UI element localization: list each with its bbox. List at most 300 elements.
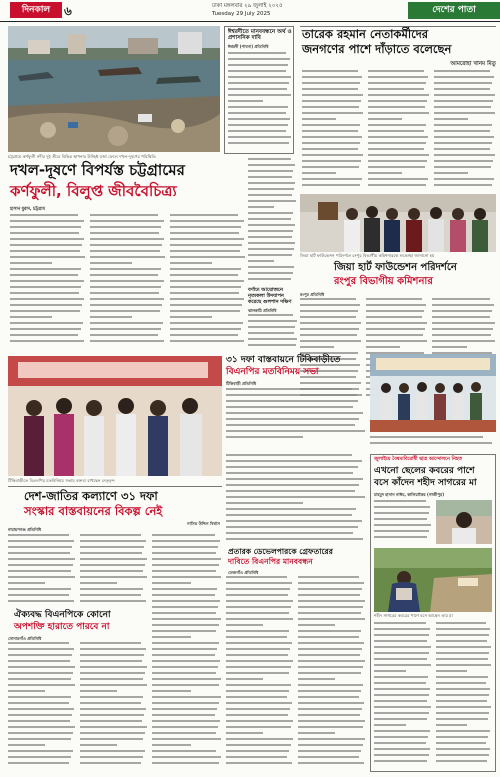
- tikibari-byline: টিকিবাড়ী প্রতিনিধি: [226, 381, 257, 386]
- body-text-line: [434, 178, 494, 180]
- body-text-line: [90, 334, 158, 336]
- body-text-line: [152, 552, 216, 554]
- body-text-line: [90, 250, 160, 252]
- body-text-line: [170, 274, 238, 276]
- body-text-line: [248, 272, 293, 274]
- body-text-line: [302, 94, 363, 96]
- body-text-line: [302, 130, 358, 132]
- tarique-body-col-1: [302, 70, 364, 192]
- body-text-line: [170, 238, 244, 240]
- body-text-line: [80, 672, 145, 674]
- body-text-line: [248, 206, 274, 208]
- body-text-line: [374, 664, 431, 666]
- protarok-headline-2: দাবিতে বিএনপির মানববন্ধন: [228, 557, 313, 566]
- body-text-line: [170, 310, 240, 312]
- body-text-line: [228, 106, 288, 108]
- body-text-line: [300, 382, 361, 384]
- sagor-grave-photo: [374, 548, 492, 612]
- body-text-line: [10, 292, 79, 294]
- body-text-line: [152, 636, 191, 638]
- body-text-line: [226, 406, 353, 408]
- body-text-line: [436, 730, 490, 732]
- deshjati-author: নাসির উদ্দিন বিশ্বাস: [187, 521, 220, 526]
- body-text-line: [152, 540, 220, 542]
- body-text-line: [248, 344, 296, 346]
- body-text-line: [170, 268, 241, 270]
- body-text-line: [80, 582, 117, 584]
- body-text-line: [8, 600, 74, 602]
- body-text-line: [298, 720, 365, 722]
- body-text-line: [152, 672, 216, 674]
- body-text-line: [298, 660, 365, 662]
- body-text-line: [10, 328, 81, 330]
- body-text-line: [152, 678, 221, 680]
- body-text-line: [434, 106, 491, 108]
- body-text-line: [90, 322, 163, 324]
- body-text-line: [80, 660, 142, 662]
- body-text-line: [298, 582, 364, 584]
- body-text-line: [298, 756, 359, 758]
- body-text-line: [228, 64, 288, 66]
- body-text-line: [302, 118, 336, 120]
- body-text-line: [366, 346, 400, 348]
- body-text-line: [248, 314, 293, 316]
- deshjati-headline-1: দেশ-জাতির কল্যাণে ৩১ দফা: [24, 489, 158, 503]
- body-text-line: [248, 158, 291, 160]
- body-text-line: [152, 762, 219, 764]
- body-text-line: [170, 232, 239, 234]
- body-text-line: [8, 756, 71, 758]
- right-event-body: [370, 436, 496, 452]
- body-text-line: [170, 328, 241, 330]
- body-text-line: [298, 618, 365, 620]
- body-text-line: [80, 708, 146, 710]
- body-text-line: [298, 702, 364, 704]
- body-text-line: [434, 100, 493, 102]
- body-text-line: [374, 530, 429, 532]
- unity-body-col-2: [80, 642, 148, 770]
- body-text-line: [432, 310, 492, 312]
- body-text-line: [300, 328, 359, 330]
- body-text-line: [226, 436, 303, 438]
- center-col-body-upper: [248, 158, 296, 286]
- river-photo: [8, 26, 220, 152]
- body-text-line: [374, 718, 427, 720]
- body-text-line: [436, 658, 488, 660]
- body-text-line: [434, 160, 493, 162]
- body-text-line: [436, 634, 489, 636]
- body-text-line: [90, 316, 132, 318]
- body-text-line: [302, 160, 361, 162]
- body-text-line: [228, 118, 290, 120]
- karnaphuli-headline-1: দখল-দূষণে বিপর্যস্ত চট্টগ্রামের: [10, 161, 185, 179]
- body-text-line: [374, 518, 427, 520]
- karnaphuli-headline-2: কর্ণফুলী, বিলুপ্ত জীববৈচিত্র্য: [10, 182, 177, 200]
- body-text-line: [300, 346, 334, 348]
- body-text-line: [226, 582, 292, 584]
- body-text-line: [374, 652, 429, 654]
- body-text-line: [152, 618, 221, 620]
- body-text-line: [8, 732, 73, 734]
- body-text-line: [170, 226, 241, 228]
- body-text-line: [226, 520, 362, 522]
- body-text-line: [8, 570, 71, 572]
- body-text-line: [302, 112, 363, 114]
- body-text-line: [226, 454, 352, 456]
- body-text-line: [302, 136, 362, 138]
- body-text-line: [10, 280, 84, 282]
- body-text-line: [366, 298, 422, 300]
- body-text-line: [10, 286, 81, 288]
- body-text-line: [368, 106, 425, 108]
- body-text-line: [8, 726, 75, 728]
- body-text-line: [10, 256, 85, 258]
- body-text-line: [10, 322, 83, 324]
- body-text-line: [432, 304, 494, 306]
- body-text-line: [434, 172, 468, 174]
- body-text-line: [170, 250, 240, 252]
- unity-body-col-1: [8, 642, 76, 770]
- body-text-line: [80, 666, 147, 668]
- body-text-line: [228, 82, 289, 84]
- body-text-line: [368, 166, 425, 168]
- body-text-line: [298, 744, 363, 746]
- body-text-line: [368, 94, 429, 96]
- body-text-line: [80, 654, 144, 656]
- body-text-line: [368, 148, 424, 150]
- body-text-line: [298, 672, 361, 674]
- body-text-line: [152, 630, 216, 632]
- zia-heart-body-col-1: [300, 298, 362, 402]
- body-text-line: [300, 316, 356, 318]
- body-text-line: [436, 748, 490, 750]
- body-text-line: [226, 576, 287, 578]
- body-text-line: [170, 262, 212, 264]
- deshjati-body-col-2: [80, 534, 148, 606]
- body-text-line: [170, 322, 243, 324]
- body-text-line: [152, 744, 191, 746]
- body-text-line: [170, 286, 241, 288]
- body-text-line: [436, 676, 488, 678]
- body-text-line: [366, 328, 425, 330]
- page-number: ৬: [64, 4, 72, 18]
- sagor-body-col-2: [436, 622, 492, 768]
- body-text-line: [298, 690, 361, 692]
- unity-body-col-3: [152, 534, 222, 770]
- body-text-line: [90, 286, 161, 288]
- body-text-line: [436, 670, 467, 672]
- body-text-line: [302, 88, 358, 90]
- body-text-line: [152, 648, 217, 650]
- body-text-line: [170, 256, 245, 258]
- body-text-line: [434, 154, 495, 156]
- body-text-line: [226, 720, 293, 722]
- body-text-line: [8, 594, 69, 596]
- body-text-line: [300, 304, 360, 306]
- body-text-line: [10, 274, 78, 276]
- body-text-line: [298, 666, 363, 668]
- body-text-line: [368, 172, 402, 174]
- body-text-line: [434, 142, 492, 144]
- body-text-line: [436, 724, 467, 726]
- body-text-line: [434, 118, 468, 120]
- body-text-line: [368, 76, 428, 78]
- body-text-line: [436, 694, 489, 696]
- sagor-body-top: [374, 500, 432, 544]
- body-text-line: [248, 260, 274, 262]
- masthead: [0, 0, 500, 22]
- body-text-line: [298, 588, 362, 590]
- body-text-line: [226, 594, 288, 596]
- body-text-line: [226, 732, 263, 734]
- body-text-line: [8, 678, 71, 680]
- body-text-line: [10, 232, 79, 234]
- body-text-line: [302, 148, 358, 150]
- body-text-line: [298, 708, 362, 710]
- body-text-line: [300, 334, 357, 336]
- body-text-line: [8, 588, 71, 590]
- body-text-line: [80, 690, 117, 692]
- body-text-line: [248, 218, 291, 220]
- body-text-line: [374, 736, 428, 738]
- body-text-line: [226, 624, 263, 626]
- tikibari-photo-caption: টিকিবাড়ীতে বিএনপির মতবিনিময় সভায় বক্তব্য রাখছেন নেতৃবৃন্দ: [8, 478, 115, 483]
- body-text-line: [8, 708, 74, 710]
- body-text-line: [10, 334, 78, 336]
- body-text-line: [10, 316, 52, 318]
- body-text-line: [248, 242, 295, 244]
- body-text-line: [10, 214, 78, 216]
- body-text-line: [80, 696, 143, 698]
- body-text-line: [300, 310, 358, 312]
- body-text-line: [80, 546, 144, 548]
- body-text-line: [8, 750, 73, 752]
- body-text-line: [226, 484, 359, 486]
- body-text-line: [374, 536, 427, 538]
- body-text-line: [434, 112, 495, 114]
- body-text-line: [152, 756, 221, 758]
- body-text-line: [226, 466, 358, 468]
- body-text-line: [226, 738, 293, 740]
- body-text-line: [152, 564, 219, 566]
- body-text-line: [152, 594, 215, 596]
- body-text-line: [152, 600, 220, 602]
- karnaphuli-body-col-1: [10, 214, 86, 350]
- body-text-line: [8, 660, 70, 662]
- body-text-line: [8, 666, 75, 668]
- body-text-line: [8, 582, 45, 584]
- body-text-line: [434, 136, 494, 138]
- body-text-line: [226, 502, 303, 504]
- body-text-line: [374, 634, 429, 636]
- body-text-line: [170, 316, 212, 318]
- tarique-body-col-2: [368, 70, 430, 192]
- body-text-line: [432, 334, 491, 336]
- body-text-line: [436, 760, 487, 762]
- body-text-line: [8, 648, 74, 650]
- body-text-line: [10, 310, 80, 312]
- tarique-byline: আমরোহা খানম মিতু: [450, 61, 496, 67]
- body-text-line: [152, 714, 215, 716]
- body-text-line: [366, 340, 427, 342]
- body-text-line: [300, 322, 361, 324]
- body-text-line: [436, 646, 491, 648]
- body-text-line: [434, 124, 492, 126]
- body-text-line: [80, 534, 141, 536]
- body-text-line: [226, 388, 352, 390]
- body-text-line: [152, 750, 216, 752]
- body-text-line: [226, 526, 358, 528]
- body-text-line: [298, 696, 359, 698]
- body-text-line: [8, 576, 75, 578]
- body-text-line: [10, 250, 80, 252]
- karnaphuli-body-col-3: [170, 214, 246, 350]
- body-text-line: [368, 82, 426, 84]
- date-bangla: ঢাকা মঙ্গলবার ২৯ জুলাই ২০২৫: [212, 3, 283, 9]
- body-text-line: [298, 726, 363, 728]
- body-text-line: [228, 76, 291, 78]
- body-text-line: [434, 82, 492, 84]
- body-text-line: [302, 178, 362, 180]
- body-text-line: [368, 118, 402, 120]
- body-text-line: [374, 742, 426, 744]
- unity-headline-1: ঐক্যবদ্ধ বিএনপিকে কোনো: [14, 610, 111, 620]
- body-text-line: [226, 672, 289, 674]
- body-text-line: [374, 646, 431, 648]
- body-text-line: [226, 636, 287, 638]
- newspaper-logo: দিনকাল: [10, 2, 62, 18]
- body-text-line: [226, 756, 287, 758]
- body-text-line: [226, 618, 293, 620]
- right-event-photo: [370, 354, 496, 432]
- body-text-line: [228, 58, 290, 60]
- body-text-line: [90, 220, 164, 222]
- body-text-line: [226, 394, 362, 396]
- body-text-line: [8, 546, 72, 548]
- body-text-line: [434, 70, 490, 72]
- body-text-line: [226, 430, 365, 432]
- body-text-line: [434, 130, 490, 132]
- body-text-line: [80, 648, 146, 650]
- tarique-event-photo: [300, 194, 496, 252]
- center-bottom-body-upper: [226, 454, 366, 544]
- body-text-line: [302, 70, 358, 72]
- body-text-line: [152, 702, 219, 704]
- body-text-line: [90, 268, 161, 270]
- body-text-line: [300, 298, 356, 300]
- body-text-line: [152, 642, 219, 644]
- body-text-line: [226, 744, 291, 746]
- protarok-byline: তেজগাঁও প্রতিনিধি: [228, 570, 259, 575]
- body-text-line: [368, 142, 426, 144]
- body-text-line: [368, 130, 424, 132]
- body-text-line: [8, 714, 72, 716]
- bnp-rally-byline: ঝালকাঠি প্রতিনিধি: [248, 308, 277, 313]
- zia-heart-byline: রংপুর প্রতিনিধি: [300, 292, 325, 297]
- body-text-line: [228, 130, 286, 132]
- body-text-line: [226, 630, 289, 632]
- body-text-line: [436, 700, 487, 702]
- body-text-line: [374, 712, 429, 714]
- body-text-line: [170, 292, 239, 294]
- body-text-line: [248, 194, 292, 196]
- body-text-line: [374, 706, 431, 708]
- body-text-line: [248, 230, 293, 232]
- body-text-line: [436, 736, 488, 738]
- body-text-line: [302, 100, 361, 102]
- body-text-line: [374, 682, 426, 684]
- body-text-line: [90, 328, 161, 330]
- body-text-line: [298, 654, 360, 656]
- body-text-line: [228, 112, 286, 114]
- sagor-kicker: জুলাইয়ে বৈষম্যবিরোধী ছাত্র আন্দোলনে নিহত: [374, 457, 462, 462]
- deshjati-headline-2: সংস্কার বাস্তবায়নের বিকল্প নেই: [24, 504, 163, 518]
- body-text-line: [248, 236, 292, 238]
- body-text-line: [298, 594, 360, 596]
- body-text-line: [248, 266, 294, 268]
- body-text-line: [434, 148, 490, 150]
- body-text-line: [248, 188, 294, 190]
- body-text-line: [248, 164, 295, 166]
- body-text-line: [302, 142, 360, 144]
- body-text-line: [8, 684, 75, 686]
- sidebar-byline: ঈশ্বরদী (পাবনা) প্রতিনিধি: [228, 44, 269, 49]
- deshjati-byline: নারায়ণগঞ্জ প্রতিনিধি: [8, 527, 42, 532]
- body-text-line: [90, 262, 132, 264]
- body-text-line: [152, 624, 219, 626]
- body-text-line: [434, 76, 494, 78]
- body-text-line: [80, 576, 147, 578]
- body-text-line: [370, 436, 483, 438]
- body-text-line: [90, 298, 164, 300]
- body-text-line: [170, 298, 244, 300]
- body-text-line: [152, 720, 220, 722]
- body-text-line: [374, 724, 406, 726]
- body-text-line: [10, 304, 82, 306]
- body-text-line: [248, 212, 293, 214]
- body-text-line: [226, 702, 292, 704]
- body-text-line: [298, 750, 361, 752]
- sidebar-headline: ঈশ্বরদীতে মানববন্ধনে অর্থ ও প্রশাসনিক দাবি: [228, 29, 292, 42]
- body-text-line: [80, 702, 141, 704]
- body-text-line: [226, 418, 359, 420]
- body-text-line: [248, 254, 292, 256]
- body-text-line: [374, 754, 429, 756]
- body-text-line: [80, 684, 147, 686]
- sagor-photo-caption: শহীদ সাগরের কবরের পাশে বসে আছেন তার মা: [374, 613, 453, 618]
- body-text-line: [10, 220, 84, 222]
- body-text-line: [80, 756, 143, 758]
- body-text-line: [80, 732, 145, 734]
- body-text-line: [432, 298, 490, 300]
- tarique-photo-caption: জিয়া হার্ট ফাউন্ডেশন পরিদর্শনে রংপুর বিভাগীয় কমিশনারকে শুভেচ্ছা জানানো হয়: [300, 253, 435, 258]
- body-text-line: [248, 278, 291, 280]
- body-text-line: [152, 582, 191, 584]
- sagor-body-col-1: [374, 622, 432, 768]
- body-text-line: [80, 558, 147, 560]
- karnaphuli-body-col-2: [90, 214, 166, 350]
- body-text-line: [298, 600, 365, 602]
- body-text-line: [368, 112, 429, 114]
- body-text-line: [8, 654, 72, 656]
- body-text-line: [436, 664, 491, 666]
- body-text-line: [80, 720, 142, 722]
- body-text-line: [300, 352, 358, 354]
- body-text-line: [248, 320, 297, 322]
- body-text-line: [80, 588, 143, 590]
- body-text-line: [374, 500, 426, 502]
- body-text-line: [226, 532, 353, 534]
